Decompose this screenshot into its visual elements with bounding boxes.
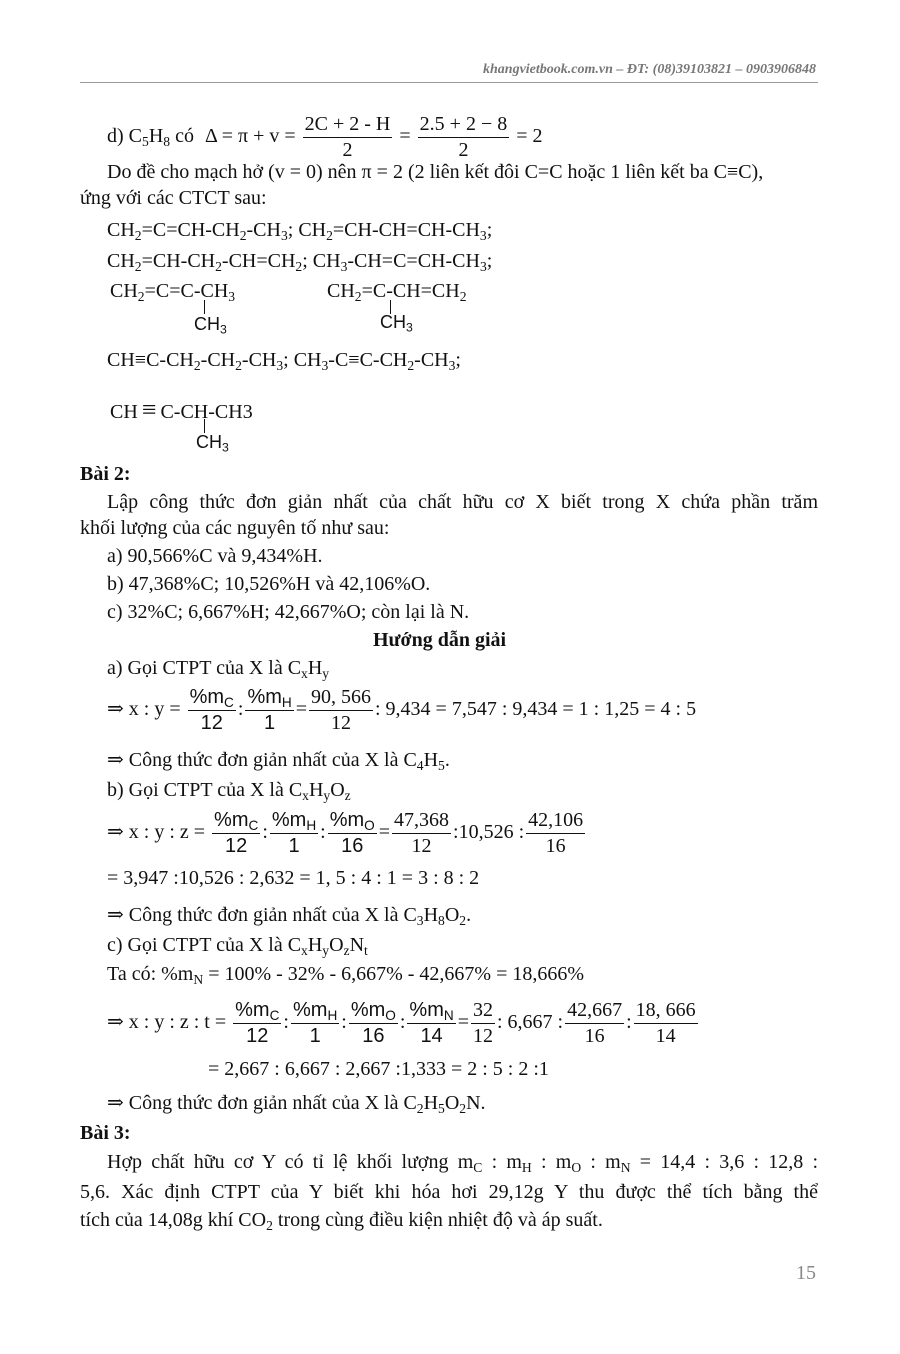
numerator: 18, 666 (634, 998, 698, 1024)
exercise-title: Bài 2: (80, 463, 131, 485)
denominator: 16 (362, 1025, 385, 1047)
triple-bond: ≡ (141, 395, 157, 424)
page-number: 15 (796, 1262, 816, 1284)
numerator: 2C + 2 - H (303, 112, 393, 138)
denominator: 1 (264, 712, 276, 734)
structure-line: $CH\equiv C-CH_2-CH_2-CH_3$; $CH_3-C\equiv C-CH_2-CH_3$; (107, 349, 461, 374)
branched-structure-1: $CH_2=C=C-CH_3$ (110, 280, 236, 305)
eq-mid: :10,526 : (453, 821, 525, 844)
paragraph-line: khối lượng của các nguyên tố như sau: (80, 517, 390, 539)
numerator: $\%m_C$ (189, 686, 234, 711)
numerator: $\%m_H$ (247, 686, 292, 711)
solution-a-equation: ⇒ x : y = $\frac{\%m_C}{12}$ : $\frac{\%m_H}{1}$ = $\frac{90, 566}{12}$ : 9,434 = 7,547 : 9,434 = 1 : 1,25 = 4 : 5 (107, 686, 697, 734)
denominator: 16 (341, 835, 364, 857)
solution-c-equation: ⇒ x : y : z : t = $\frac{\%m_C}{12}$ : $\frac{\%m_H}{1}$ : $\frac{\%m_O}{16}$ : $\frac{\%m_N}{14}$ = $\frac{32}{12}$ : 6,667 : $\frac{42,667}{16}$ : $\frac{18, 666}{14}$ (107, 999, 696, 1047)
question-b: b) 47,368%C; 10,526%H và 42,106%O. (107, 573, 431, 595)
denominator: 14 (420, 1025, 443, 1047)
numerator: $\%m_C$ (235, 999, 280, 1024)
fraction (233, 998, 281, 1049)
paragraph-line: Hợp chất hữu cơ Y có tỉ lệ khối lượng $m_C$ : $m_H$ : $m_O$ : $m_N = 14,4$ : 3,6 : 12,8 : (107, 1151, 819, 1176)
atom: CH (110, 401, 138, 423)
eq-lhs: ⇒ x : y = (107, 698, 181, 721)
fraction (303, 112, 393, 163)
solution-b-line2: = 3,947 :10,526 : 2,632 = 1, 5 : 4 : 1 = 3 : 8 : 2 (107, 867, 480, 889)
solution-b-equation: ⇒ x : y : z = $\frac{\%m_C}{12}$ : $\frac{\%m_H}{1}$ : $\frac{\%m_O}{16}$ = $\frac{47,368}{12}$ :10,526 : $\frac{42,106}{16}$ (107, 809, 584, 857)
numerator: $\%m_N$ (409, 999, 454, 1024)
fraction (188, 685, 236, 736)
numerator: $\%m_H$ (292, 999, 338, 1024)
paragraph-line: tích của 14,08g khí $CO_2$ trong cùng điều kiện nhiệt độ và áp suất. (80, 1209, 603, 1234)
numerator: 42,667 (565, 998, 624, 1024)
part-d-co: có (175, 125, 194, 148)
denominator: 12 (200, 712, 223, 734)
methyl-group: $CH_3$ (194, 314, 227, 337)
paragraph-line: Lập công thức đơn giản nhất của chất hữu cơ X biết trong X chứa phần trăm (107, 491, 818, 513)
part-d-result: = 2 (516, 125, 543, 148)
eq-mid: : 6,667 : (496, 1011, 564, 1034)
paragraph-line: 5,6. Xác định CTPT của Y biết khi hóa hơi 29,12g Y thu được thể tích bằng thể (80, 1181, 818, 1203)
eq-rest: : 9,434 = 7,547 : 9,434 = 1 : 1,25 = 4 : 5 (375, 698, 697, 721)
solution-a-intro: a) Gọi CTPT của X là $C_xH_y$ (107, 657, 330, 682)
paragraph-line: Do đề cho mạch hở (v = 0) nên π = 2 (2 liên kết đôi C=C hoặc 1 liên kết ba C≡C), (107, 161, 764, 183)
numerator: $\%m_C$ (214, 809, 259, 834)
numerator: $\%m_O$ (329, 809, 375, 834)
branched-structure-2: $CH_2=C-CH=CH_2$ (327, 280, 467, 305)
chain: C-CH-CH3 (160, 401, 253, 423)
denominator: 16 (584, 1025, 605, 1047)
page-header: khangvietbook.com.vn – ĐT: (08)39103821 – 0903906848 (483, 62, 816, 77)
solution-b-conclusion: ⇒ Công thức đơn giản nhất của X là $C_3H_8O_2$. (107, 904, 472, 929)
denominator: 2 (342, 139, 353, 161)
denominator: 2 (458, 139, 469, 161)
solution-c-intro: c) Gọi CTPT của X là $C_xH_yO_zN_t$ (107, 934, 368, 959)
denominator: 16 (545, 835, 566, 857)
bond-line (204, 419, 205, 433)
denominator: 12 (225, 835, 248, 857)
equals: = (399, 125, 411, 148)
denominator: 1 (288, 835, 300, 857)
fraction (392, 808, 451, 859)
numerator: $\%m_O$ (350, 999, 396, 1024)
methyl-group: $CH_3$ (196, 432, 229, 455)
question-c: c) 32%C; 6,667%H; 42,667%O; còn lại là N. (107, 601, 470, 623)
solution-c-line2: = 2,667 : 6,667 : 2,667 :1,333 = 2 : 5 : 2 :1 (208, 1058, 549, 1080)
fraction (471, 998, 495, 1049)
fraction (634, 998, 698, 1049)
fraction (212, 808, 260, 859)
question-a: a) 90,566%C và 9,434%H. (107, 545, 323, 567)
eq-lhs: ⇒ x : y : z = (107, 821, 206, 844)
denominator: 12 (246, 1025, 269, 1047)
numerator: 90, 566 (309, 685, 373, 711)
branched-structure-3 (110, 395, 253, 424)
solution-b-intro: b) Gọi CTPT của X là $C_xH_yO_z$ (107, 779, 351, 804)
denominator: 12 (411, 835, 432, 857)
part-d-delta: Δ = π + v = (204, 125, 296, 148)
eq-lhs: ⇒ x : y : z : t = (107, 1011, 227, 1034)
part-d-equation (107, 112, 543, 163)
fraction (270, 808, 318, 859)
fraction (349, 998, 398, 1049)
header-rule (80, 82, 818, 83)
fraction (309, 685, 373, 736)
exercise-title: Bài 3: (80, 1122, 131, 1144)
numerator: 42,106 (526, 808, 585, 834)
fraction (245, 685, 293, 736)
denominator: 14 (655, 1025, 676, 1047)
solution-a-conclusion: ⇒ Công thức đơn giản nhất của X là $C_4H_5$. (107, 749, 450, 774)
fraction (407, 998, 455, 1049)
denominator: 12 (472, 1025, 493, 1047)
methyl-group: $CH_3$ (380, 312, 413, 335)
paragraph-line: ứng với các CTCT sau: (80, 187, 267, 209)
numerator: 2.5 + 2 − 8 (418, 112, 510, 138)
fraction (291, 998, 339, 1049)
structure-line: $CH_2=C=CH-CH_2-CH_3$; $CH_2=CH-CH=CH-CH_3$; (107, 219, 493, 244)
structure-line: $CH_2=CH-CH_2-CH=CH_2$; $CH_3-CH=C=CH-CH_3$; (107, 250, 493, 275)
part-d-formula: $C_5H_8$ (128, 125, 171, 150)
bond-line (204, 300, 205, 314)
solution-c-taco: Ta có: $\%m_N = 100\% - 32\% - 6,667\% - 42,667\% = 18,666\%$ (107, 963, 585, 988)
fraction (565, 998, 624, 1049)
solution-heading: Hướng dẫn giải (373, 629, 507, 651)
denominator: 12 (331, 712, 351, 734)
solution-c-conclusion: ⇒ Công thức đơn giản nhất của X là $C_2H_5O_2N$. (107, 1092, 486, 1117)
numerator: 32 (471, 998, 495, 1024)
denominator: 1 (309, 1025, 321, 1047)
numerator: $\%m_H$ (271, 809, 317, 834)
fraction (526, 808, 585, 859)
fraction (328, 808, 377, 859)
fraction (418, 112, 510, 163)
part-d-label: d) (107, 125, 124, 148)
numerator: 47,368 (392, 808, 451, 834)
